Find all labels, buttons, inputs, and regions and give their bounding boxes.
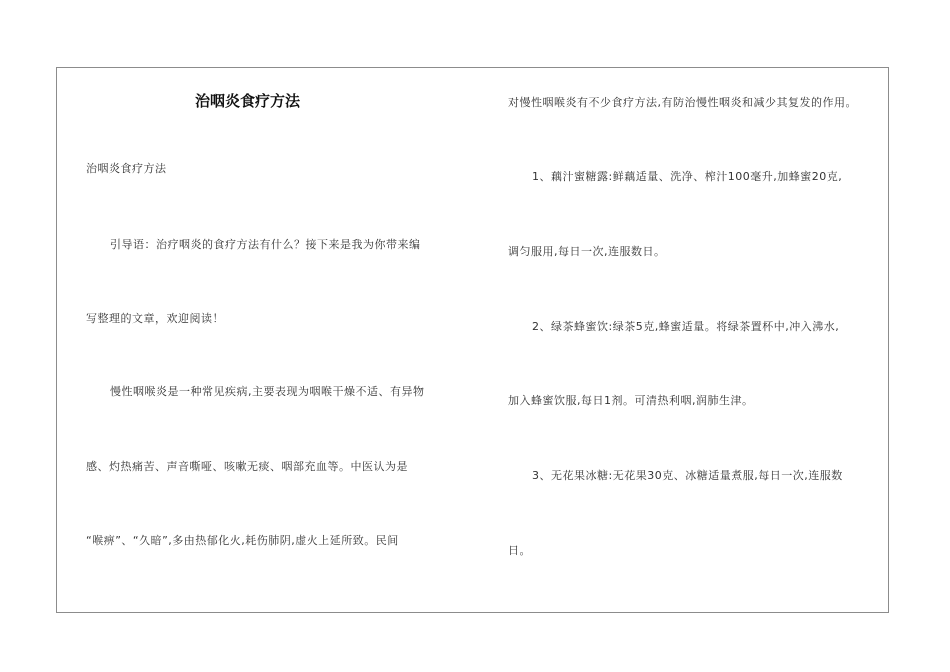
paragraph-line: 引导语：治疗咽炎的食疗方法有什么？接下来是我为你带来编	[110, 238, 421, 251]
paragraph-line: “喉痹”、“久暗”,多由热郁化火,耗伤肺阴,虚火上延所致。民间	[86, 534, 399, 547]
paragraph-line: 慢性咽喉炎是一种常见疾病,主要表现为咽喉干燥不适、有异物	[110, 385, 425, 398]
paragraph-line: 对慢性咽喉炎有不少食疗方法,有防治慢性咽炎和减少其复发的作用。	[508, 96, 857, 109]
recipe-line: 日。	[508, 544, 531, 557]
recipe-line: 加入蜂蜜饮服,每日1剂。可清热利咽,润肺生津。	[508, 394, 754, 407]
paragraph-line: 感、灼热痛苦、声音嘶哑、咳嗽无痰、咽部充血等。中医认为是	[86, 460, 408, 473]
recipe-line: 调匀服用,每日一次,连服数日。	[508, 245, 666, 258]
recipe-line: 1、藕汁蜜糖露:鲜藕适量、洗净、榨汁100毫升,加蜂蜜20克,	[532, 170, 843, 183]
recipe-line: 2、绿茶蜂蜜饮:绿茶5克,蜂蜜适量。将绿茶置杯中,冲入沸水,	[532, 320, 840, 333]
subtitle-line: 治咽炎食疗方法	[86, 162, 167, 175]
document-title: 治咽炎食疗方法	[195, 92, 301, 110]
paragraph-line: 写整理的文章，欢迎阅读！	[86, 312, 224, 325]
recipe-line: 3、无花果冰糖:无花果30克、冰糖适量煮服,每日一次,连服数	[532, 469, 843, 482]
